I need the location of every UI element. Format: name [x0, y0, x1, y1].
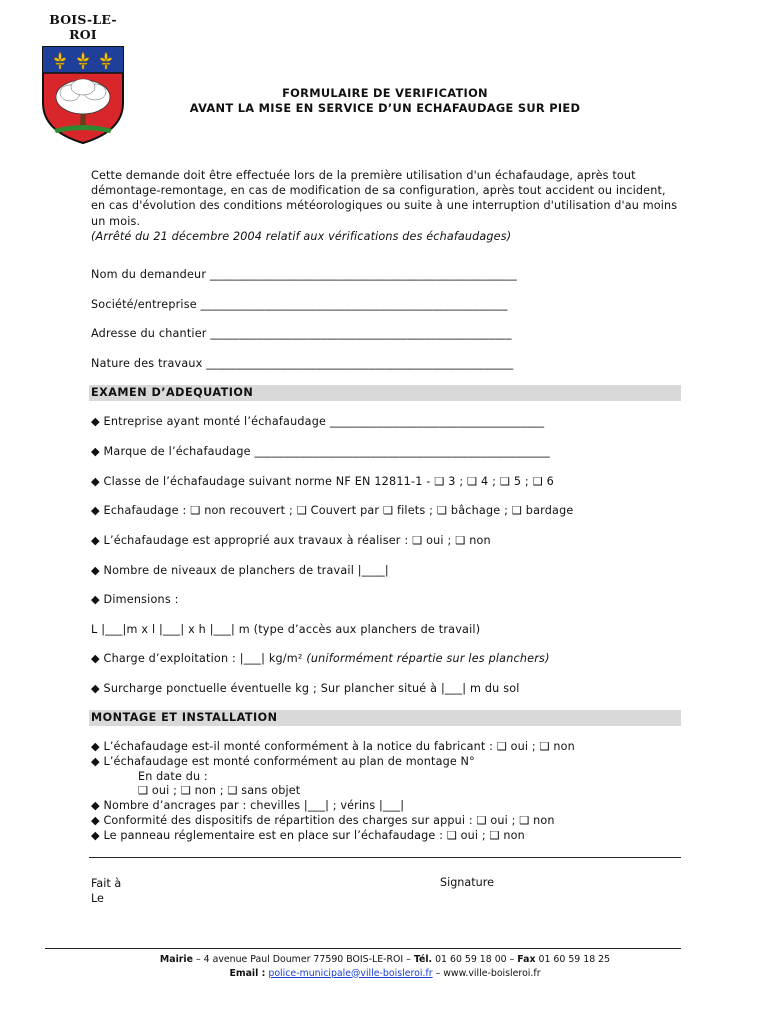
item-echafaudage-type[interactable]: ◆ Echafaudage : ❑ non recouvert ; ❑ Couvert par ❑ filets ; ❑ bâchage ; ❑ bardage [91, 504, 574, 517]
item-charge-exploitation[interactable] [91, 652, 681, 665]
logo-town-name: BOIS-LE-ROI [49, 12, 117, 42]
fait-a-label[interactable]: Fait à [91, 877, 122, 890]
footer-website: – www.ville-boisleroi.fr [432, 967, 541, 979]
footer-fax-label: Fax [517, 954, 536, 965]
charge-text: ◆ Charge d’exploitation : |___| kg/m² [91, 652, 307, 665]
montage-notice[interactable]: ◆ L’échafaudage est-il monté conformément à la notice du fabricant : ❑ oui ; ❑ non [91, 740, 575, 753]
item-niveaux[interactable]: ◆ Nombre de niveaux de planchers de travail |____| [91, 564, 389, 577]
le-label[interactable]: Le [91, 892, 104, 905]
section-header-examen: EXAMEN D’ADEQUATION [89, 385, 681, 401]
field-societe[interactable]: Société/entreprise _____________________________________________________ [91, 298, 508, 311]
section-header-montage: MONTAGE ET INSTALLATION [89, 710, 681, 726]
intro-reference: (Arrêté du 21 décembre 2004 relatif aux vérifications des échafaudages) [91, 229, 512, 243]
montage-panneau[interactable]: ◆ Le panneau réglementaire est en place sur l’échafaudage : ❑ oui ; ❑ non [91, 828, 525, 842]
footer-address: – 4 avenue Paul Doumer 77590 BOIS-LE-ROI – [193, 954, 414, 965]
field-adresse-chantier[interactable]: Adresse du chantier ____________________________________________________ [91, 327, 512, 340]
footer-line-2 [0, 967, 770, 981]
form-title [90, 86, 680, 116]
divider [89, 857, 681, 858]
footer-line-1 [0, 953, 770, 967]
signature-label[interactable]: Signature [440, 876, 494, 889]
field-nature-travaux[interactable]: Nature des travaux _____________________________________________________ [91, 357, 514, 370]
item-dimensions-line[interactable]: L |___|m x l |___| x h |___| m (type d’accès aux planchers de travail) [91, 623, 481, 636]
item-classe[interactable]: ◆ Classe de l’échafaudage suivant norme NF EN 12811-1 - ❑ 3 ; ❑ 4 ; ❑ 5 ; ❑ 6 [91, 475, 554, 488]
footer-tel: 01 60 59 18 00 – [432, 954, 518, 965]
field-nom-demandeur[interactable]: Nom du demandeur _____________________________________________________ [91, 268, 517, 281]
montage-plan[interactable]: ◆ L’échafaudage est monté conformément au plan de montage N° [91, 754, 475, 768]
item-entreprise[interactable]: ◆ Entreprise ayant monté l’échafaudage _____________________________________ [91, 415, 545, 428]
footer-divider [45, 948, 681, 949]
charge-note: (uniformément répartie sur les planchers) [306, 652, 550, 665]
town-logo [40, 12, 126, 149]
footer-email-label: Email : [229, 967, 266, 979]
footer-mairie-label: Mairie [159, 954, 193, 965]
footer-fax: 01 60 59 18 25 [535, 954, 611, 965]
montage-plan-choices[interactable]: ❑ oui ; ❑ non ; ❑ sans objet [138, 784, 301, 798]
item-approprie[interactable]: ◆ L’échafaudage est approprié aux travaux à réaliser : ❑ oui ; ❑ non [91, 534, 491, 547]
montage-ancrages[interactable]: ◆ Nombre d’ancrages par : chevilles |___| ; vérins |___| [91, 799, 405, 813]
title-line-1: FORMULAIRE DE VERIFICATION [282, 86, 488, 100]
title-line-2: AVANT LA MISE EN SERVICE D’UN ECHAFAUDAGE SUR PIED [189, 101, 581, 115]
footer-email-link[interactable]: police-municipale@ville-boisleroi.fr [268, 967, 433, 979]
intro-paragraph [91, 168, 681, 244]
fait-block [91, 876, 121, 906]
item-dimensions: ◆ Dimensions : [91, 593, 179, 606]
item-marque[interactable]: ◆ Marque de l’échafaudage ___________________________________________________ [91, 445, 550, 458]
item-surcharge[interactable]: ◆ Surcharge ponctuelle éventuelle kg ; Sur plancher situé à |___| m du sol [91, 682, 520, 695]
intro-text: Cette demande doit être effectuée lors de la première utilisation d'un échafaudage, après tout démontage-remontage, en cas de modification de sa configuration, après tout accident ou incident, en cas d'évolution des conditions météorologiques ou suite à une interruption d'utilisation d'au moins un mois. [91, 169, 678, 228]
montage-repartition[interactable]: ◆ Conformité des dispositifs de répartition des charges sur appui : ❑ oui ; ❑ non [91, 813, 555, 827]
montage-date[interactable]: En date du : [138, 769, 208, 783]
footer-tel-label: Tél. [413, 954, 433, 965]
montage-list [91, 740, 681, 844]
footer [0, 953, 770, 980]
